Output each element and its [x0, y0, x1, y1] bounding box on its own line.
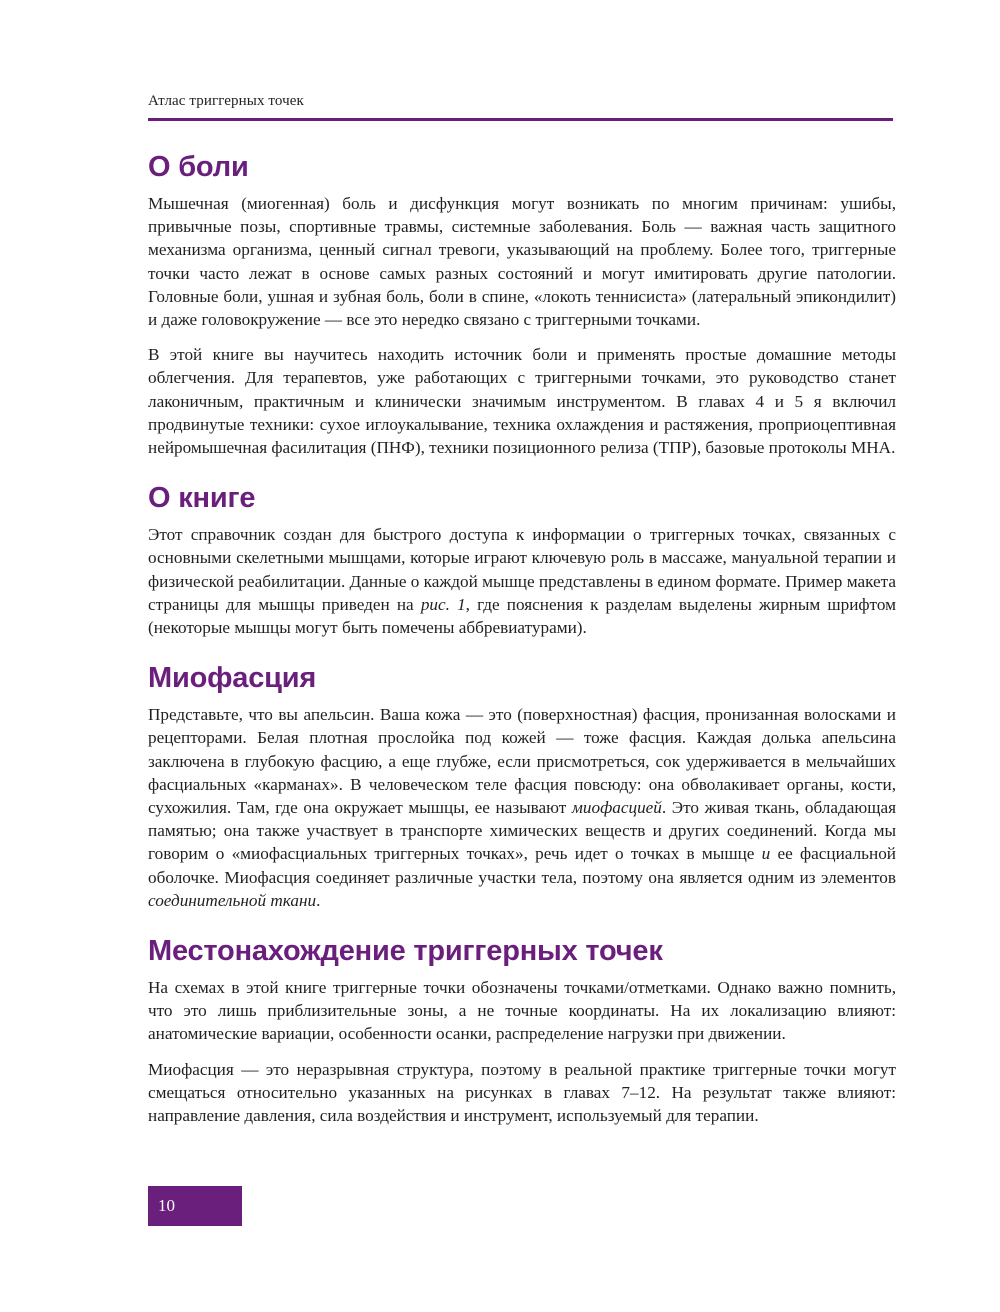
term-connective-tissue: соединительной ткани — [148, 890, 317, 910]
paragraph: Мышечная (миогенная) боль и дисфункция могут возникать по многим причинам: ушибы, привычные позы, спортивные травмы, системные заболевания. Боль — важная часть защитного механизма организма, ценный сигнал тревоги, указывающий на проблему. Более того, триггерные точки часто лежат в основе самых разных состояний и могут имитировать другие патологии. Головные боли, ушная и зубная боль, боли в спине, «локоть теннисиста» (латеральный эпикондилит) и даже головокружение — все это нередко связано с триггерными точками. — [148, 194, 896, 330]
term-myofascia: миофасцией — [571, 798, 662, 818]
page-number: 10 — [148, 1186, 242, 1226]
paragraph: Представьте, что вы апельсин. Ваша кожа — это (поверхностная) фасция, пронизанная волосками и рецепторами. Белая плотная прослойка под кожей — тоже фасция. Каждая долька апельсина заключена в глубокую фасцию, а еще глубже, если присмотреться, сок удерживается в мельчайших фасциальных «карманах». В человеческом теле фасция повсюду: она обволакивает органы, кости, сухожилия. Там, где она окружает мышцы, ее называют миофасцией. Это живая ткань, обладающая памятью; она также участвует в транспорте химических веществ и других соединений. Когда мы говорим о «миофасциальных триггерных точках», речь идет о точках в мышце и ее фасциальной оболочке. Миофасция соединяет различные участки тела, поэтому она является одним из элементов соединительной ткани. — [148, 705, 896, 910]
emphasis-and: и — [761, 844, 771, 864]
paragraph: Этот справочник создан для быстрого доступа к информации о триггерных точках, связанных с основными скелетными мышцами, которые играют ключевую роль в массаже, мануальной терапии и физической реабилитации. Данные о каждой мышце представлены в едином формате. Пример макета страницы для мышцы приведен на рис. 1, где пояснения к разделам выделены жирным шрифтом (некоторые мышцы могут быть помечены аббревиатурами). — [148, 525, 896, 638]
paragraph: На схемах в этой книге триггерные точки обозначены точками/отметками. Однако важно помнить, что это лишь приблизительные зоны, а не точные координаты. На их локализацию влияют: анатомические вариации, особенности осанки, распределение нагрузки при движении. — [148, 978, 896, 1044]
header-divider — [148, 118, 893, 121]
running-title: Атлас триггерных точек — [148, 93, 304, 109]
section-title: О книге — [148, 482, 256, 515]
section-myofascia — [148, 661, 896, 912]
paragraph: Миофасция — это неразрывная структура, поэтому в реальной практике триггерные точки могут смещаться относительно указанных на рисунках в главах 7–12. На результат также влияют: направление давления, сила воздействия и инструмент, используемый для терапии. — [148, 1059, 896, 1126]
section-about-book — [148, 481, 896, 639]
section-trigger-point-location — [148, 934, 896, 1127]
page-body — [148, 150, 896, 1149]
section-title: О боли — [148, 151, 249, 183]
paragraph: В этой книге вы научитесь находить источник боли и применять простые домашние методы облегчения. Для терапевтов, уже работающих с триггерными точками, это руководство станет лаконичным, практичным и клинически значимым инструментом. В главах 4 и 5 я включил продвинутые техники: сухое иглоукалывание, техника охлаждения и растяжения, проприоцептивная нейромышечная фасилитация (ПНФ), техники позиционного релиза (ТПР), базовые протоколы МНА. — [148, 345, 896, 458]
figure-reference: рис. 1 — [420, 594, 466, 614]
section-title: Местонахождение триггерных точек — [148, 935, 663, 968]
section-title: Миофасция — [148, 662, 317, 695]
section-pain — [148, 150, 896, 459]
